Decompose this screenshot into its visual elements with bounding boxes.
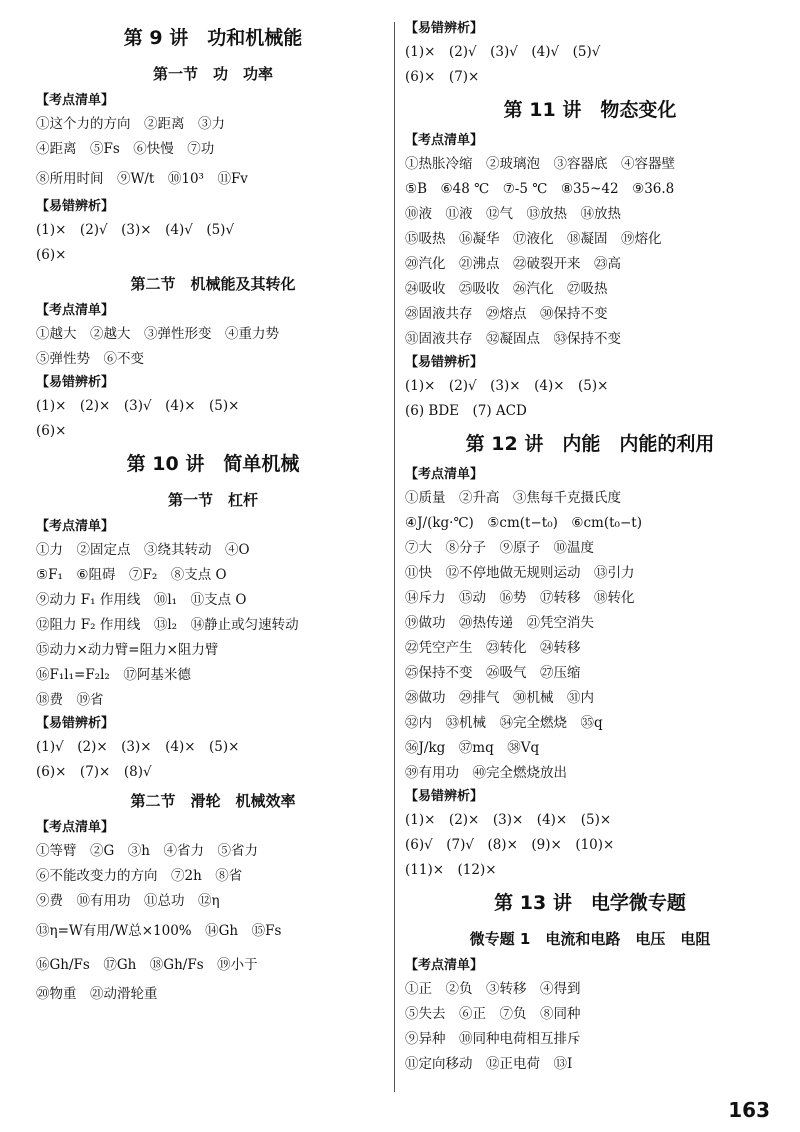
- answer-line: (6)× (7)×: [405, 69, 480, 85]
- answer-line: ⑧所用时间 ⑨W/t ⑩10³ ⑪Fv: [36, 171, 248, 187]
- answer-line: (6) BDE (7) ACD: [405, 403, 527, 419]
- section-label: 【考点清单】: [405, 133, 484, 148]
- lecture-title: 第 10 讲 简单机械: [126, 453, 300, 475]
- answer-line: ①质量 ②升高 ③焦每千克摄氏度: [405, 490, 621, 506]
- section-label: 【考点清单】: [36, 303, 115, 318]
- answer-line: (6)√ (7)√ (8)× (9)× (10)×: [405, 837, 615, 853]
- answer-line: (11)× (12)×: [405, 862, 497, 878]
- answer-line: (6)× (7)× (8)√: [36, 764, 152, 780]
- answer-line: ⑤B ⑥48 ℃ ⑦-5 ℃ ⑧35~42 ⑨36.8: [405, 181, 675, 197]
- section-label: 【考点清单】: [36, 820, 115, 835]
- answer-line: ⑫阻力 F₂ 作用线 ⑬l₂ ⑭静止或匀速转动: [36, 617, 299, 633]
- answer-line: ⑱费 ⑲省: [36, 692, 104, 708]
- answer-line: ④距离 ⑤Fs ⑥快慢 ⑦功: [36, 141, 215, 157]
- answer-line: (1)× (2)√ (3)× (4)√ (5)√: [36, 222, 235, 238]
- answer-line: ㉕保持不变 ㉖吸气 ㉗压缩: [405, 665, 581, 681]
- lecture-title: 第 12 讲 内能 内能的利用: [465, 433, 715, 455]
- answer-line: ⑨费 ⑩有用功 ⑪总功 ⑫η: [36, 893, 220, 909]
- lecture-title: 第 13 讲 电学微专题: [494, 892, 686, 914]
- section-title: 微专题 1 电流和电路 电压 电阻: [469, 930, 711, 948]
- answer-line: ⑲做功 ⑳热传递 ㉑凭空消失: [405, 615, 594, 631]
- section-title: 第二节 机械能及其转化: [130, 275, 296, 293]
- section-title: 第一节 功 功率: [152, 65, 273, 83]
- section-label: 【易错辨析】: [405, 789, 484, 804]
- section-label: 【易错辨析】: [36, 199, 115, 214]
- answer-line: ㉘固液共存 ㉙熔点 ㉚保持不变: [405, 306, 608, 322]
- section-label: 【考点清单】: [405, 958, 484, 973]
- answer-line: ⑭斥力 ⑮动 ⑯势 ⑰转移 ⑱转化: [405, 590, 635, 606]
- answer-line: ⑨异种 ⑩同种电荷相互排斥: [405, 1031, 581, 1047]
- answer-line: ⑪定向移动 ⑫正电荷 ⑬I: [405, 1056, 573, 1072]
- section-label: 【考点清单】: [36, 93, 115, 108]
- answer-line: ⑪快 ⑫不停地做无规则运动 ⑬引力: [405, 565, 635, 581]
- answer-line: ①热胀冷缩 ②玻璃泡 ③容器底 ④容器壁: [405, 156, 675, 172]
- right-column: [405, 18, 775, 1077]
- answer-line: ④J/(kg·℃) ⑤cm(t−t₀) ⑥cm(t₀−t): [405, 515, 642, 531]
- section-label: 【易错辨析】: [36, 716, 115, 731]
- answer-line: ⑯F₁l₁=F₂l₂ ⑰阿基米德: [36, 667, 191, 683]
- answer-line: ①力 ②固定点 ③绕其转动 ④O: [36, 542, 250, 558]
- answer-line: (1)× (2)√ (3)√ (4)√ (5)√: [405, 44, 601, 60]
- answer-line: ①正 ②负 ③转移 ④得到: [405, 981, 581, 997]
- lecture-title: 第 11 讲 物态变化: [503, 99, 677, 121]
- answer-line: (6)×: [36, 247, 67, 263]
- answer-line: ㉔吸收 ㉕吸收 ㉖汽化 ㉗吸热: [405, 281, 608, 297]
- answer-line: ⑤失去 ⑥正 ⑦负 ⑧同种: [405, 1006, 581, 1022]
- answer-line: ⑤F₁ ⑥阻碍 ⑦F₂ ⑧支点 O: [36, 567, 227, 583]
- section-label: 【易错辨析】: [405, 21, 484, 36]
- answer-line: ⑳物重 ㉑动滑轮重: [36, 986, 158, 1002]
- answer-line: ㊱J/kg ㊲mq ㊳Vq: [405, 740, 540, 756]
- section-title: 第二节 滑轮 机械效率: [130, 792, 296, 810]
- answer-line: ⑬η=W有用/W总×100% ⑭Gh ⑮Fs: [36, 923, 282, 939]
- answer-line: (6)×: [36, 423, 67, 439]
- answer-line: ⑦大 ⑧分子 ⑨原子 ⑩温度: [405, 540, 594, 556]
- section-label: 【考点清单】: [405, 467, 484, 482]
- answer-line: ⑮动力×动力臂=阻力×阻力臂: [36, 642, 219, 658]
- answer-line: ㉘做功 ㉙排气 ㉚机械 ㉛内: [405, 690, 594, 706]
- answer-line: ㉛固液共存 ㉜凝固点 ㉝保持不变: [405, 331, 621, 347]
- section-label: 【易错辨析】: [405, 355, 484, 370]
- answer-line: (1)× (2)× (3)√ (4)× (5)×: [36, 398, 240, 414]
- answer-line: (1)× (2)√ (3)× (4)× (5)×: [405, 378, 609, 394]
- answer-line: ①等臂 ②G ③h ④省力 ⑤省力: [36, 843, 258, 859]
- column-divider: [394, 22, 395, 1092]
- answer-line: ①越大 ②越大 ③弹性形变 ④重力势: [36, 326, 279, 342]
- left-column: [36, 18, 390, 1007]
- section-label: 【考点清单】: [36, 519, 115, 534]
- lecture-title: 第 9 讲 功和机械能: [123, 27, 303, 49]
- answer-line: (1)× (2)× (3)× (4)× (5)×: [405, 812, 612, 828]
- answer-line: ⑮吸热 ⑯凝华 ⑰液化 ⑱凝固 ⑲熔化: [405, 231, 662, 247]
- answer-line: ㉜内 ㉝机械 ㉞完全燃烧 ㉟q: [405, 715, 603, 731]
- answer-line: ⑳汽化 ㉑沸点 ㉒破裂开来 ㉓高: [405, 256, 621, 272]
- answer-line: ㊴有用功 ㊵完全燃烧放出: [405, 765, 567, 781]
- answer-line: ①这个力的方向 ②距离 ③力: [36, 116, 225, 132]
- answer-line: ⑥不能改变力的方向 ⑦2h ⑧省: [36, 868, 243, 884]
- section-title: 第一节 杠杆: [167, 491, 258, 509]
- page-number: 163: [728, 1098, 770, 1122]
- answer-line: ⑤弹性势 ⑥不变: [36, 351, 144, 367]
- answer-line: ⑨动力 F₁ 作用线 ⑩l₁ ⑪支点 O: [36, 592, 247, 608]
- answer-line: ⑯Gh/Fs ⑰Gh ⑱Gh/Fs ⑲小于: [36, 957, 258, 973]
- answer-line: ㉒凭空产生 ㉓转化 ㉔转移: [405, 640, 581, 656]
- section-label: 【易错辨析】: [36, 375, 115, 390]
- answer-line: (1)√ (2)× (3)× (4)× (5)×: [36, 739, 240, 755]
- answer-line: ⑩液 ⑪液 ⑫气 ⑬放热 ⑭放热: [405, 206, 621, 222]
